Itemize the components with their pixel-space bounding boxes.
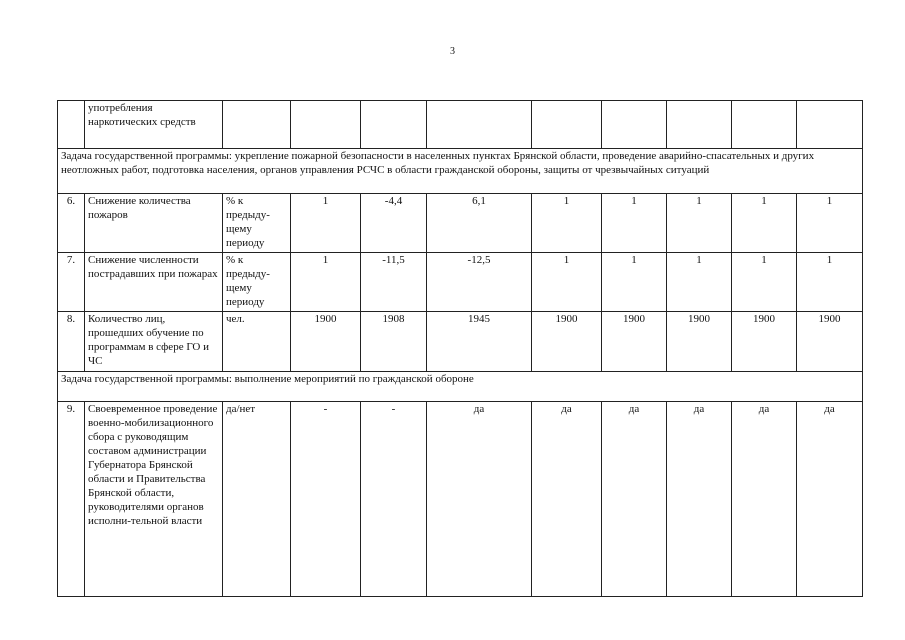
value-cell: 1900 <box>291 312 361 372</box>
value-cell: - <box>291 402 361 597</box>
unit: чел. <box>223 312 291 372</box>
task-row-fire-safety <box>58 149 863 194</box>
value-cell: 1 <box>797 194 863 253</box>
value-cell: 1 <box>602 253 667 312</box>
value-cell: 1 <box>797 253 863 312</box>
value-cell: 1900 <box>667 312 732 372</box>
table-row <box>58 253 863 312</box>
value-cell: да <box>532 402 602 597</box>
value-cell: -4,4 <box>361 194 427 253</box>
indicator-cell: употребления наркотических средств <box>85 101 223 149</box>
unit: да/нет <box>223 402 291 597</box>
value-cell <box>797 101 863 149</box>
value-cell: 1 <box>667 194 732 253</box>
value-cell: 1900 <box>602 312 667 372</box>
unit-cell <box>223 101 291 149</box>
value-cell: да <box>667 402 732 597</box>
value-cell <box>602 101 667 149</box>
indicator-name: Количество лиц, прошедших обучение по программам в сфере ГО и ЧС <box>85 312 223 372</box>
task-heading: Задача государственной программы: укрепление пожарной безопасности в населенных пунктах Брянской области, проведение аварийно-спасательных и других неотложных работ, подготовка населения, органов управления РСЧС в области гражданской обороны, защиты от чрезвычайных ситуаций <box>58 149 863 194</box>
value-cell: 1900 <box>732 312 797 372</box>
value-cell: - <box>361 402 427 597</box>
value-cell <box>532 101 602 149</box>
value-cell: да <box>602 402 667 597</box>
value-cell: 1 <box>532 194 602 253</box>
page-number: 3 <box>450 46 455 57</box>
value-cell: 6,1 <box>427 194 532 253</box>
table-row <box>58 312 863 372</box>
table-row <box>58 194 863 253</box>
value-cell: 1900 <box>797 312 863 372</box>
task-heading: Задача государственной программы: выполнение мероприятий по гражданской обороне <box>58 372 863 402</box>
row-number: 7. <box>58 253 85 312</box>
row-number-cell <box>58 101 85 149</box>
row-number: 9. <box>58 402 85 597</box>
value-cell: 1 <box>732 253 797 312</box>
value-cell: 1 <box>602 194 667 253</box>
value-cell: 1908 <box>361 312 427 372</box>
table-row <box>58 402 863 597</box>
value-cell: 1 <box>732 194 797 253</box>
value-cell <box>667 101 732 149</box>
row-number: 6. <box>58 194 85 253</box>
value-cell <box>732 101 797 149</box>
value-cell <box>291 101 361 149</box>
indicator-name: Снижение количества пожаров <box>85 194 223 253</box>
value-cell: 1 <box>291 194 361 253</box>
task-row-civil-defense <box>58 372 863 402</box>
value-cell: да <box>797 402 863 597</box>
value-cell: 1 <box>667 253 732 312</box>
indicator-name: Своевременное проведение военно-мобилизационного сбора с руководящим составом администрации Губернатора Брянской области и Правительства Брянской области, руководителями органов исполни-тельной власти <box>85 402 223 597</box>
unit: % к предыду-щему периоду <box>223 253 291 312</box>
value-cell: 1945 <box>427 312 532 372</box>
value-cell: 1 <box>532 253 602 312</box>
value-cell: -12,5 <box>427 253 532 312</box>
table-row-continuation <box>58 101 863 149</box>
value-cell: 1 <box>291 253 361 312</box>
value-cell: 1900 <box>532 312 602 372</box>
value-cell <box>427 101 532 149</box>
value-cell <box>361 101 427 149</box>
indicators-table <box>57 100 863 597</box>
row-number: 8. <box>58 312 85 372</box>
value-cell: -11,5 <box>361 253 427 312</box>
value-cell: да <box>732 402 797 597</box>
unit: % к предыду-щему периоду <box>223 194 291 253</box>
value-cell: да <box>427 402 532 597</box>
indicator-name: Снижение численности пострадавших при пожарах <box>85 253 223 312</box>
